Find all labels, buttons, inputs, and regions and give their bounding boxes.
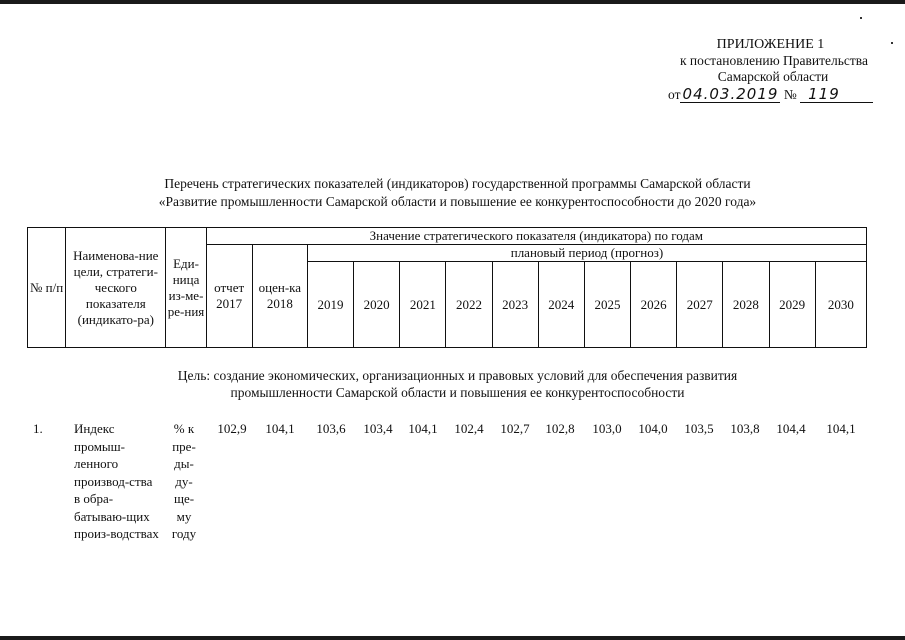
- header-year: 2029: [769, 262, 815, 348]
- header-plan-period: плановый период (прогноз): [307, 245, 866, 262]
- annex-region-line: Самарской области: [717, 69, 829, 84]
- annex-resolution-line: к постановлению Правительства: [679, 53, 868, 68]
- handwritten-date: 04.03.2019: [680, 87, 780, 103]
- header-report-2017: [206, 245, 252, 348]
- header-year: 2020: [354, 262, 400, 348]
- date-prefix: от: [668, 87, 681, 102]
- row-number: 1.: [33, 421, 43, 436]
- header-year: 2021: [400, 262, 446, 348]
- row-value: 104,4: [776, 421, 806, 436]
- header-year: 2026: [631, 262, 677, 348]
- header-year: 2022: [446, 262, 492, 348]
- title-line-2: «Развитие промышленности Самарской области и повышение ее конкурентоспособности до 2020 года»: [158, 194, 757, 209]
- document-title: [60, 175, 855, 211]
- header-year: 2028: [723, 262, 769, 348]
- annex-date-number-line: [618, 87, 868, 103]
- header-year: 2025: [584, 262, 630, 348]
- header-year: 2030: [815, 262, 866, 348]
- row-indicator-name: Индекс промыш-ленного производ-ства в обра-батываю-щих произ-водствах: [74, 421, 159, 541]
- row-value: 102,4: [454, 421, 484, 436]
- number-prefix: №: [783, 87, 797, 102]
- row-value: 103,0: [592, 421, 622, 436]
- row-value: 102,8: [545, 421, 575, 436]
- row-value: 104,1: [826, 421, 856, 436]
- bottom-scan-edge: [0, 636, 905, 640]
- row-value: 104,1: [265, 421, 295, 436]
- annex-heading: ПРИЛОЖЕНИЕ 1: [716, 37, 825, 52]
- header-values-by-year: Значение стратегического показателя (индикатора) по годам: [206, 228, 866, 245]
- header-estimate-2018: [252, 245, 307, 348]
- header-indicator-name: Наименова-ние цели, стратеги-ческого показателя (индикато-ра): [66, 228, 166, 348]
- header-year: 2023: [492, 262, 538, 348]
- handwritten-number: 119: [800, 87, 873, 103]
- row-unit: % к пре-ды-ду-ще-му году: [171, 421, 197, 541]
- estimate-label: оцен-ка: [258, 280, 302, 295]
- row-value: 104,0: [638, 421, 668, 436]
- header-year: 2019: [307, 262, 353, 348]
- goal-line-1: Цель: создание экономических, организационных и правовых условий для обеспечения развития: [177, 368, 738, 383]
- title-line-1: Перечень стратегических показателей (индикаторов) государственной программы Самарской области: [164, 176, 751, 191]
- row-value: 103,5: [684, 421, 714, 436]
- header-year: 2027: [677, 262, 723, 348]
- report-label: отчет: [214, 280, 245, 295]
- scan-speck: [860, 17, 862, 19]
- scan-speck: [891, 42, 893, 44]
- top-scan-edge: [0, 0, 905, 4]
- row-value: 102,9: [217, 421, 247, 436]
- header-year: 2024: [538, 262, 584, 348]
- goal-statement: [100, 367, 815, 401]
- report-year: 2017: [216, 296, 243, 311]
- estimate-year: 2018: [266, 296, 293, 311]
- annex-header: [618, 37, 868, 103]
- row-value: 102,7: [500, 421, 530, 436]
- row-value: 103,6: [316, 421, 346, 436]
- row-value: 103,8: [730, 421, 760, 436]
- header-number: № п/п: [28, 228, 66, 348]
- header-unit: Еди-ница из-ме-ре-ния: [166, 228, 206, 348]
- row-value: 103,4: [363, 421, 393, 436]
- row-value: 104,1: [408, 421, 438, 436]
- goal-line-2: промышленности Самарской области и повышения ее конкурентоспособности: [230, 385, 685, 400]
- indicators-table: [27, 227, 867, 348]
